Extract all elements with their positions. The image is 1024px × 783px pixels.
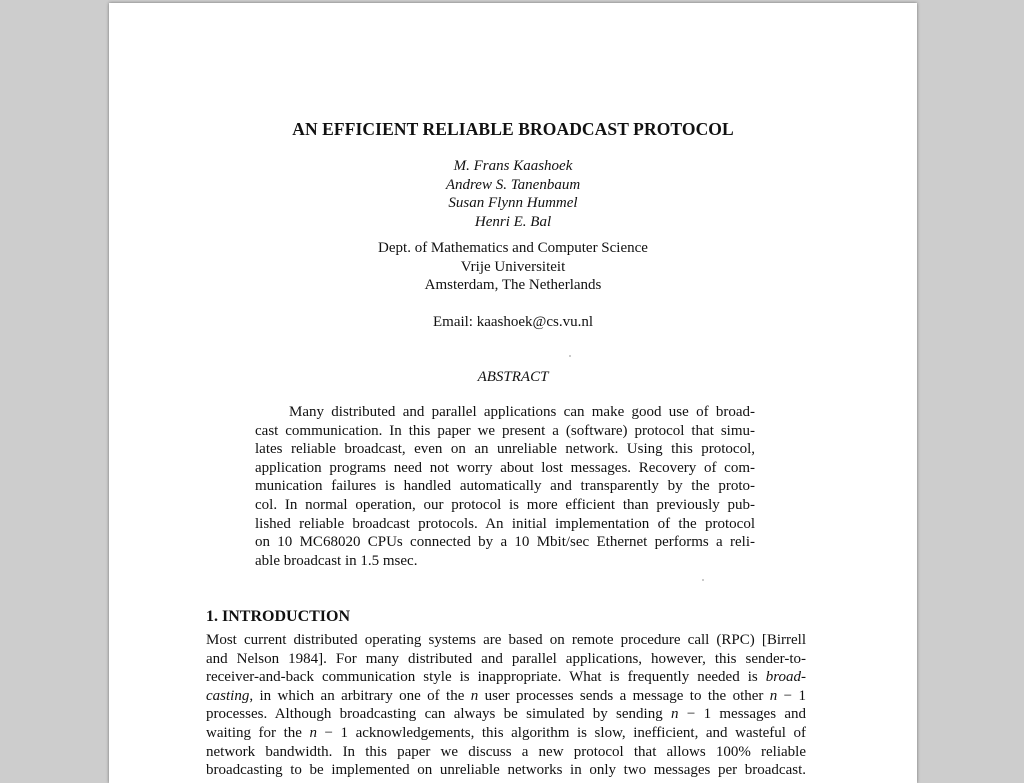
abstract-body	[255, 403, 755, 570]
abstract-line: cast communication. In this paper we present a (software) protocol that simu-	[255, 422, 755, 439]
scan-speck	[702, 579, 704, 581]
section-heading: 1. INTRODUCTION	[206, 608, 351, 625]
intro-line: Most current distributed operating systems are based on remote procedure call (RPC) [Birrell	[206, 632, 806, 648]
abstract-line: Many distributed and parallel applications can make good use of broad-	[289, 404, 755, 420]
author-list	[109, 157, 917, 231]
abstract-line: munication failures is handled automatically and transparently by the proto-	[255, 478, 755, 495]
affiliation-line: Amsterdam, The Netherlands	[424, 277, 602, 293]
introduction-body	[206, 631, 806, 780]
author-name: Andrew S. Tanenbaum	[445, 176, 581, 193]
affiliation-line: Dept. of Mathematics and Computer Science	[378, 240, 648, 256]
abstract-line: lates reliable broadcast, even on an unreliable network. Using this protocol,	[255, 441, 755, 458]
abstract-line: on 10 MC68020 CPUs connected by a 10 Mbit/sec Ethernet performs a reli-	[255, 534, 755, 551]
abstract-line: col. In normal operation, our protocol is more efficient than previously pub-	[255, 496, 755, 513]
abstract-heading: ABSTRACT	[477, 369, 549, 385]
abstract-line: lished reliable broadcast protocols. An initial implementation of the protocol	[255, 515, 755, 532]
author-name: Henri E. Bal	[474, 213, 552, 230]
intro-line: broadcasting to be implemented on unreliable networks in only two messages per broadcast.	[206, 762, 806, 779]
intro-line: casting, in which an arbitrary one of the n user processes sends a message to the other n − 1	[206, 687, 807, 704]
scan-speck	[569, 355, 571, 357]
abstract-line: able broadcast in 1.5 msec.	[255, 552, 418, 569]
abstract-line: application programs need not worry about lost messages. Recovery of com-	[255, 459, 755, 476]
contact-email: Email: kaashoek@cs.vu.nl	[432, 314, 594, 330]
author-name: M. Frans Kaashoek	[453, 158, 573, 174]
intro-line: and Nelson 1984]. For many distributed and parallel applications, however, this sender-to-	[206, 650, 806, 667]
paper-page	[109, 3, 917, 783]
intro-line: processes. Although broadcasting can always be simulated by sending n − 1 messages and	[206, 706, 806, 723]
affiliation	[109, 239, 917, 295]
paper-title: AN EFFICIENT RELIABLE BROADCAST PROTOCOL	[292, 119, 734, 139]
intro-line: receiver-and-back communication style is inappropriate. What is frequently needed is broad-	[206, 669, 806, 686]
intro-line: network bandwidth. In this paper we discuss a new protocol that allows 100% reliable	[206, 743, 806, 760]
affiliation-line: Vrije Universiteit	[460, 258, 566, 275]
author-name: Susan Flynn Hummel	[448, 195, 578, 211]
intro-line: waiting for the n − 1 acknowledgements, this algorithm is slow, inefficient, and wasteful of	[206, 724, 806, 741]
